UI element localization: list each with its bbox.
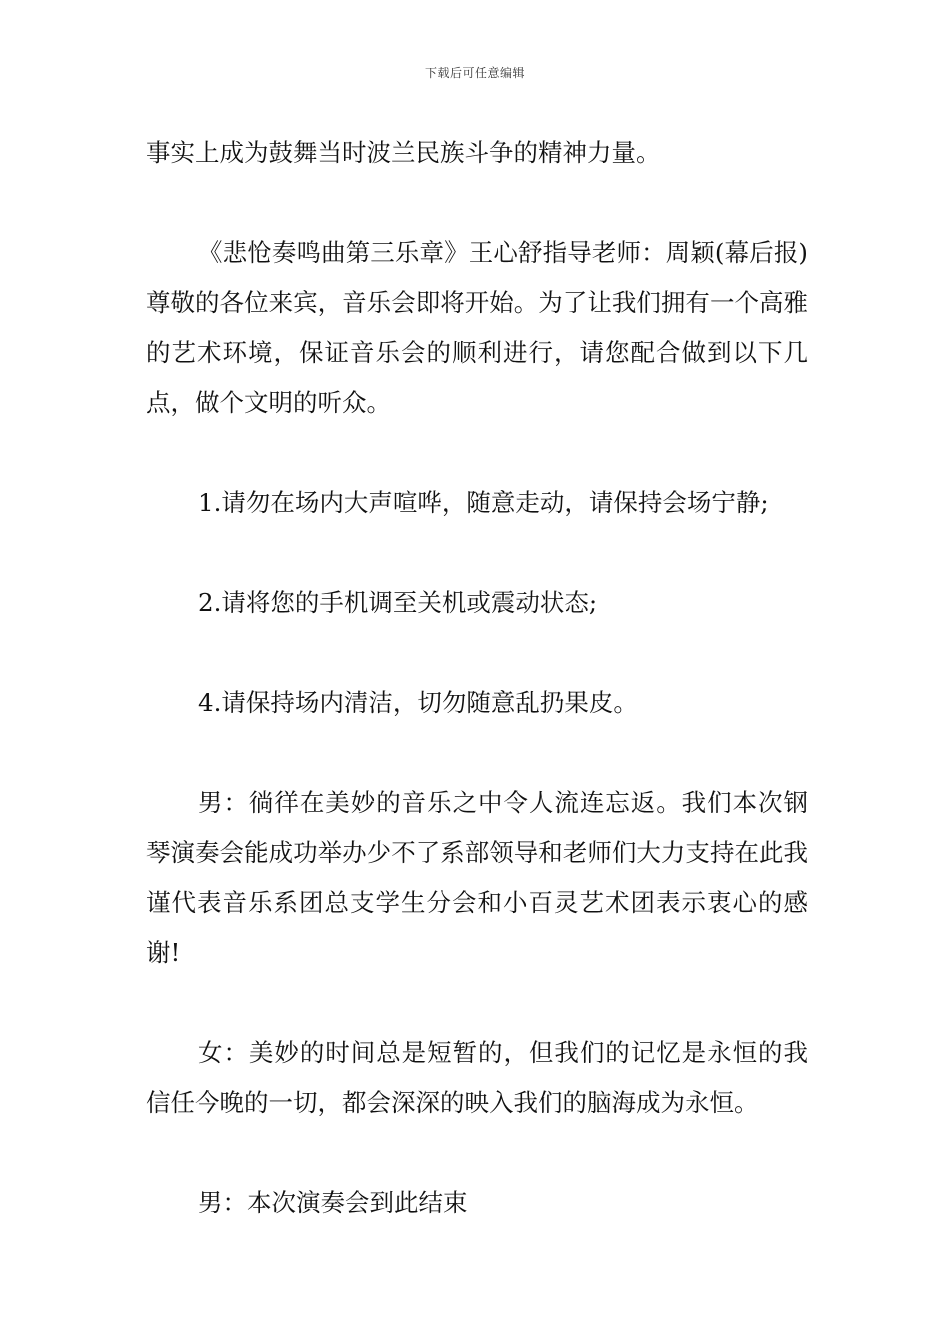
paragraph-rule-1: 1.请勿在场内大声喧哗，随意走动，请保持会场宁静; (198, 488, 769, 517)
paragraph-male-ending: 男：本次演奏会到此结束 (198, 1188, 468, 1217)
paragraph-female-closing: 女：美妙的时间总是短暂的，但我们的记忆是永恒的我信任今晚的一切，都会深深的映入我们的脑海成为永恒。 (146, 1038, 808, 1117)
paragraph-intro-continuation: 事实上成为鼓舞当时波兰民族斗争的精神力量。 (146, 138, 661, 167)
paragraph-rule-4: 4.请保持场内清洁，切勿随意乱扔果皮。 (198, 688, 638, 717)
paragraph-male-thanks: 男：徜徉在美妙的音乐之中令人流连忘返。我们本次钢琴演奏会能成功举办少不了系部领导和老师们大力支持在此我谨代表音乐系团总支学生分会和小百灵艺术团表示衷心的感谢! (146, 788, 808, 967)
paragraph-rule-2: 2.请将您的手机调至关机或震动状态; (198, 588, 598, 617)
paragraph-program-announcement: 《悲怆奏鸣曲第三乐章》王心舒指导老师：周颖(幕后报)尊敬的各位来宾，音乐会即将开始。为了让我们拥有一个高雅的艺术环境，保证音乐会的顺利进行，请您配合做到以下几点，做个文明的听众。 (146, 238, 808, 417)
page-header: 下载后可任意编辑 (424, 66, 525, 80)
document-body (146, 128, 808, 1228)
